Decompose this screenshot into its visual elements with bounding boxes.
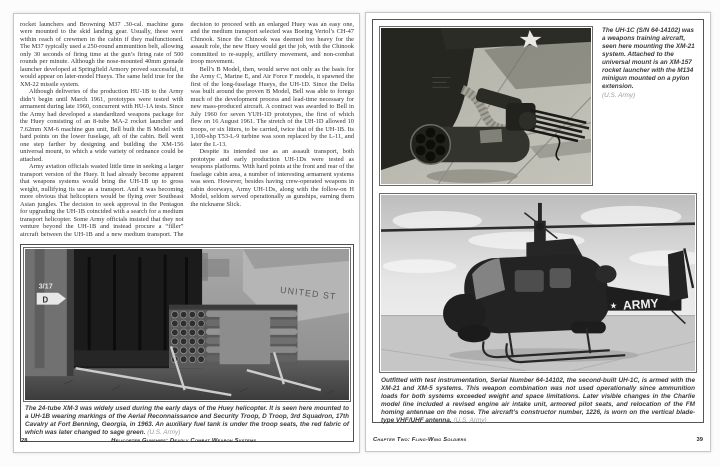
paragraph: rocket launchers and Browning M37 .30-cal. machine guns were mounted to the skid landing gear. Usually, these were within reach of crewmen in the cabin if they malfunctioned. The M37 typically used a 250-round ammunition belt, allowing only 30 seconds of firing time at the gun’s firing rate of 500 rounds per minute. Although the nose-mounted 40mm grenade launcher developed at Springfield Armory proved successful, it would appear on later-model Hueys. The same held true for the XM-22 missile system.	[20, 21, 184, 88]
uh1c-parked-illustration	[381, 195, 695, 371]
caption-credit: (U.S. Army)	[602, 92, 636, 99]
right-page-footer	[373, 437, 703, 443]
paragraph: Army aviation officials wasted little time in seeking a larger transport version of the Huey. It had already become apparent that weapons systems would bring the UH-1B up to gross weight, nullifying its use as a transport. And it was becoming more obvious that helicopters would be flying over Southeast Asian jungles. The decision to seek approval in the Pentagon for upgrading the UH-1B coincided with a search for a medium transport helicopter. Some Army officials insisted that they not venture beyond the UH-1B and instead procure a “filler” aircraft between the UH-1B and a new medium transport. The decision to proceed with an enlarged Huey was an easy one, and the medium transport selected was Boeing Vertol’s CH-47 Chinook. Since the Chinook was deemed too heavy for the assault role, the new Huey would get the job, with the Chinook committed to re-supply, artillery movement, and non-combat troop movement.	[20, 21, 354, 238]
top-figure-row	[379, 26, 697, 186]
door-rail	[35, 249, 45, 368]
launcher-top-rail	[169, 305, 297, 310]
xm21-photo	[379, 26, 593, 186]
pavement-stain	[427, 169, 518, 183]
left-page	[13, 13, 360, 453]
caption-text: The UH-1C (S/N 64-14102) was a weapons training aircraft, seen here mounting the XM-21 system. Attached to the universal mount is an XM-157 rocket launcher with the M134 minigun mounted on a pylon extension.	[602, 27, 695, 90]
xm21-closeup-illustration	[381, 28, 591, 184]
paragraph: Bell’s B Model, then, would serve not only as the basis for the Army C, Marine E, and Air Force F models, it spawned the first of the long-fuselage Hueys, the UH-1D. Since the Delta was built around the proven B Model, Bell was able to forego much of the development process and lead-time necessary for new mass-produced aircraft. A contract was awarded to Bell in July 1960 for seven YUH-1D prototypes, the first of which flew on 16 August 1961. The stretch of the UH-1D allowed 10 troops, or six litters, to be carried, twice that of the UH-1B. Its 1,100-shp T53-L-9 turbine was soon replaced by the L-11, and later the L-13.	[190, 65, 354, 148]
door-frame	[67, 249, 74, 376]
caption-text: The 24-tube XM-3 was widely used during the early days of the Huey helicopter. It is seen here mounted to a UH-1B wearing markings of the Aerial Reconnaissance and Security Troop, D Troop, 3rd Squadron, 17th Cavalry at Fort Benning, Georgia, in 1963. An auxiliary fuel tank is under the troop seats, the red fabric of which was later changed to sage green.	[25, 405, 349, 436]
uh1c-photo	[379, 193, 697, 373]
running-title: Chapter Two: Fling-Wing Soldiers	[373, 437, 467, 443]
body-text-columns	[20, 21, 354, 240]
paragraph: Although deliveries of the production HU-1B to the Army didn’t begin until March 1961, prototypes were tested with armament during late 1960, concurrent with HU-1A tests. Since the Army had developed a standardized weapons package for the Huey consisting of an 8-tube MA-2 rocket launcher and 7.62mm XM-6 machine gun unit, Bell built the B Model with hard points on the lower fuselage, aft of the cabin. Bell went one step farther by designing and building the XM-156 universal mount, to which a wide variety of ordnance could be attached.	[20, 88, 184, 163]
top-figure-caption	[600, 26, 697, 186]
bottom-figure-caption	[379, 373, 697, 427]
page-number: 28	[21, 438, 28, 444]
army-lettering: ARMY	[622, 296, 660, 313]
caption-text: Outfitted with test instrumentation, Serial Number 64-14102, the second-built UH-1C, is armed with the XM-21 and XM-5 systems. This weapon combination was not used operationally since ammunition loads for both systems exceeded weight and space limitations. Later visible changes in the Charlie model line included a revised engine air intake unit, armored pilot seats, and relocation of the FM homing antennae on the nose. The aircraft’s constructor number, 1226, is worn on the vertical blade-type VHF/UHF antenna.	[381, 377, 695, 424]
xm3-photo	[23, 247, 351, 402]
launcher-mount-plate	[220, 313, 271, 365]
page-number: 39	[696, 437, 703, 443]
xm3-caption	[23, 402, 351, 439]
right-page-frame	[372, 19, 704, 423]
unit-marking-letter: D	[42, 295, 49, 305]
side-rocket-pod	[571, 322, 606, 334]
engine-exhaust	[595, 265, 616, 283]
paragraph: Despite its intended use as an assault transport, both prototype and early production UH-1Ds were tested as weapons platforms. With hard points at the front and rear of the fuselage cabin area, a number of interesting armament systems was seen. However, besides having crew-operated weapons in cabin doorways, Army UH-1Ds, along with the follow-on H Model, seldom served operationally as gunships, earning them the nickname Slick.	[190, 148, 354, 208]
cabin-door-window	[515, 270, 544, 292]
tail-boom-lettering: UNITED ST	[279, 284, 338, 302]
left-page-footer	[21, 438, 352, 444]
xm3-rocket-launcher	[169, 305, 297, 369]
unit-marking-number: 3/17	[38, 281, 53, 291]
xm3-figure	[20, 244, 354, 442]
tail-star-insignia: ★	[609, 300, 618, 311]
barrel-clamp	[519, 112, 537, 130]
caption-credit: (U.S. Army)	[453, 417, 487, 424]
uh1b-xm3-illustration	[25, 249, 349, 400]
nose-weapon-pod	[458, 325, 491, 343]
aft-window	[550, 268, 571, 288]
right-page	[365, 12, 711, 452]
forward-fuselage	[25, 249, 74, 376]
running-title: Helicopter Gunships: Deadly Combat Weapon Systems	[111, 438, 257, 444]
pod-data-placard	[480, 129, 503, 143]
caption-credit: (U.S. Army)	[147, 429, 181, 436]
